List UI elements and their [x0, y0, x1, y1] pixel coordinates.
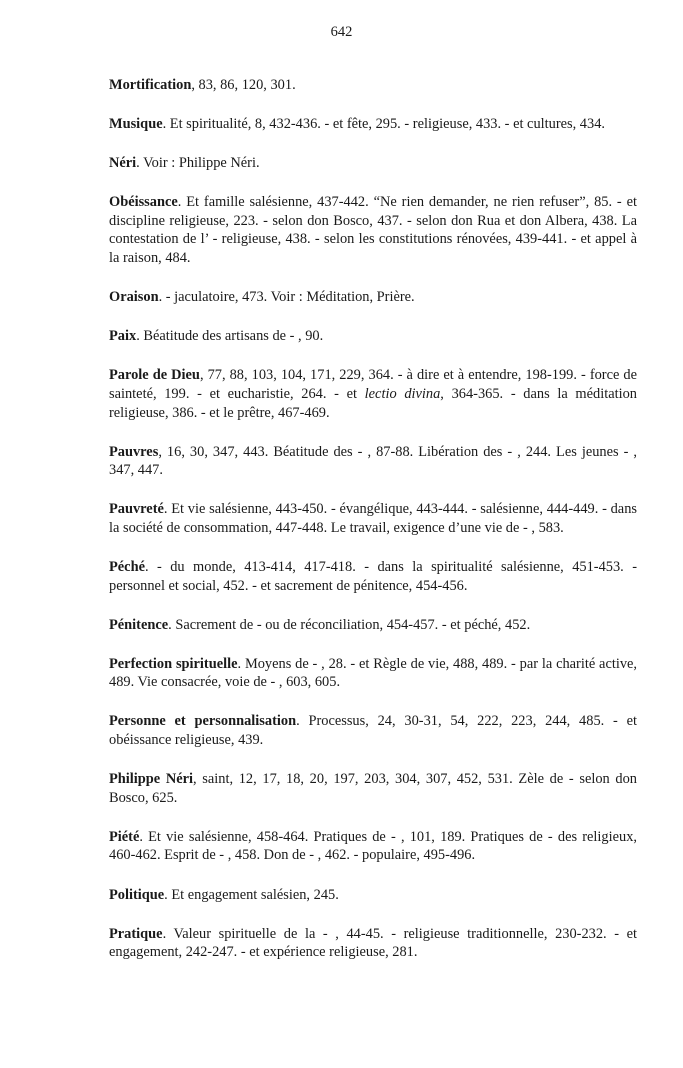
index-entry [109, 655, 637, 692]
index-entry [109, 770, 637, 807]
index-entry [109, 366, 637, 422]
entry-italic-text: lectio divina [364, 385, 441, 402]
entry-text: . - du monde, 413-414, 417-418. - dans la spiritualité salésienne, 451-453. - personnel et social, 452. - et sacrement de pénitence, 454-456. [109, 559, 637, 594]
entry-text: , 83, 86, 120, 301. [191, 77, 296, 93]
entry-term: Oraison [109, 289, 159, 306]
index-entry [109, 828, 637, 865]
index-entry [109, 712, 637, 749]
entry-text: . Béatitude des artisans de - , 90. [136, 328, 324, 345]
index-entry [109, 288, 637, 307]
page-number: 642 [330, 24, 353, 40]
entry-term: Mortification [109, 77, 192, 93]
entry-text: . Valeur spirituelle de la - , 44-45. - religieuse traditionnelle, 230-232. - et engagement, 242-247. - et expérience religieuse, 281. [109, 925, 637, 961]
entry-term: Obéissance [109, 194, 178, 211]
index-entry [109, 925, 637, 962]
entry-text: . - jaculatoire, 473. Voir : Méditation, Prière. [158, 289, 415, 306]
entry-term: Politique [109, 886, 165, 903]
index-entry [109, 616, 637, 635]
entry-text: , 364-365. - dans la méditation religieuse, 386. - et le prêtre, 467-469. [109, 385, 637, 421]
entry-term: Piété [109, 828, 140, 845]
index-entry [109, 115, 637, 134]
entry-text: . Et vie salésienne, 458-464. Pratiques de - , 101, 189. Pratiques de - des religieux, 460-462. Esprit de - , 458. Don de - , 462. - populaire, 495-496. [109, 828, 637, 864]
index-entry [109, 76, 637, 95]
entry-text: . Processus, 24, 30-31, 54, 222, 223, 244, 485. - et obéissance religieuse, 439. [109, 713, 637, 749]
entry-text: . Et engagement salésien, 245. [164, 886, 339, 903]
entry-term: Musique [109, 116, 163, 133]
entry-term: Péché [109, 559, 145, 575]
index-entry [109, 327, 637, 346]
entry-text: . Et famille salésienne, 437-442. “Ne rien demander, ne rien refuser”, 85. - et discipline religieuse, 223. - selon don Bosco, 437. - selon don Rua et don Albera, 438. La contestation de l’ - religieuse, 438. - selon les constitutions rénovées, 439-441. - et appel à la raison, 484. [109, 194, 637, 267]
index-entry [109, 558, 637, 595]
entry-term: Philippe Néri [109, 771, 194, 788]
index-entry [109, 443, 637, 480]
index-entry [109, 193, 637, 267]
index-entry [109, 154, 637, 173]
entry-term: Personne et personnalisation [109, 713, 297, 730]
entry-text: . Et vie salésienne, 443-450. - évangélique, 443-444. - salésienne, 444-449. - dans la société de consommation, 447-448. Le travail, exigence d’une vie de - , 583. [109, 501, 637, 536]
entry-text: . Sacrement de - ou de réconciliation, 454-457. - et péché, 452. [168, 616, 531, 633]
entry-term: Pauvreté [109, 501, 164, 518]
entry-term: Perfection spirituelle [109, 655, 238, 672]
index-entry [109, 886, 637, 905]
entry-text: , 16, 30, 347, 443. Béatitude des - , 87-88. Libération des - , 244. Les jeunes - , 347, 447. [109, 443, 637, 479]
entry-term: Pauvres [109, 443, 159, 460]
index-entry [109, 500, 637, 537]
entry-term: Néri [109, 155, 137, 172]
entry-text: , 77, 88, 103, 104, 171, 229, 364. - à dire et à entendre, 198-199. - force de sainteté, 199. - et eucharistie, 264. - et [109, 367, 637, 402]
entry-text: , saint, 12, 17, 18, 20, 197, 203, 304, 307, 452, 531. Zèle de - selon don Bosco, 625. [109, 771, 637, 806]
entry-term: Parole de Dieu [109, 367, 200, 384]
entry-text: . Et spiritualité, 8, 432-436. - et fête, 295. - religieuse, 433. - et cultures, 434. [162, 116, 605, 133]
index-entries [109, 76, 637, 982]
entry-term: Pratique [109, 925, 163, 942]
entry-text: . Moyens de - , 28. - et Règle de vie, 488, 489. - par la charité active, 489. Vie consacrée, voie de - , 603, 605. [109, 655, 638, 691]
entry-term: Pénitence [109, 616, 169, 633]
entry-text: . Voir : Philippe Néri. [136, 155, 260, 172]
entry-term: Paix [109, 328, 137, 345]
